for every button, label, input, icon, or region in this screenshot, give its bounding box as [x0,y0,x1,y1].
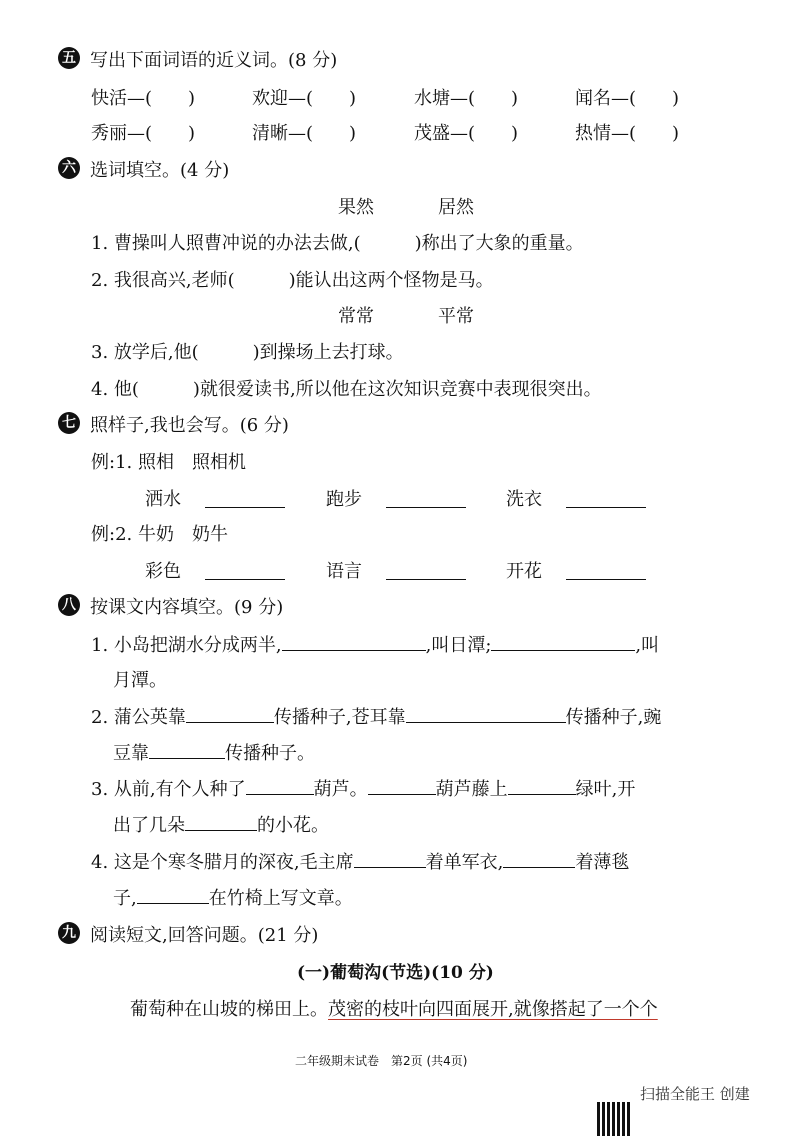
fill-line [113,739,315,765]
text-segment: 在竹椅上写文章。 [208,888,353,909]
section-9-number: 九 [58,922,80,944]
word-item: 语言 [326,561,362,582]
synonym-item: 清晰—( ) [252,123,357,144]
word-item: 洒水 [145,489,181,510]
section-6-number: 六 [58,157,80,179]
answer-blank[interactable] [566,493,646,508]
section-6-title: 选词填空。(4 分) [90,160,230,181]
answer-blank[interactable] [186,708,274,723]
answer-blank[interactable] [354,853,426,868]
passage-text [130,995,658,1021]
word-choice: 居然 [438,197,474,218]
fill-question-4: 4. 他( )就很爱读书,所以他在这次知识竞赛中表现很突出。 [91,379,602,400]
word-choice: 果然 [338,197,374,218]
answer-blank[interactable] [386,493,466,508]
text-segment: 子, [113,888,137,909]
synonym-item: 闻名—( ) [575,88,680,109]
word-choice: 平常 [438,306,474,327]
section-7-title: 照样子,我也会写。(6 分) [90,415,289,436]
answer-blank[interactable] [406,708,566,723]
page-footer: 二年级期末试卷 第2页 (共4页) [295,1054,468,1068]
word-choice: 常常 [338,306,374,327]
text-segment: 传播种子,豌 [565,707,662,728]
text-segment: 着薄毯 [575,852,630,873]
fill-line [91,775,635,801]
text-segment: 绿叶,开 [575,779,636,800]
text-segment: ,叫 [635,635,660,656]
fill-line [113,884,353,910]
answer-blank[interactable] [137,889,209,904]
synonym-item: 快活—( ) [91,88,196,109]
fill-line [91,631,659,657]
answer-blank[interactable] [491,636,635,651]
text-segment: ,叫日潭; [425,635,492,656]
answer-blank[interactable] [246,780,314,795]
qr-code-icon [597,1102,631,1136]
text-segment: 4. 这是个寒冬腊月的深夜,毛主席 [91,852,354,873]
example-1: 例:1. 照相 照相机 [91,452,246,473]
passage-sentence: 葡萄种在山坡的梯田上。 [130,999,328,1020]
synonym-item: 茂盛—( ) [414,123,519,144]
text-segment: 豆靠 [113,743,149,764]
word-item: 洗衣 [506,489,542,510]
text-segment: 着单军衣, [425,852,504,873]
passage-underlined-sentence: 茂密的枝叶向四面展开,就像搭起了一个个 [328,999,658,1020]
word-item: 彩色 [145,561,181,582]
synonym-item: 水塘—( ) [414,88,519,109]
text-segment: 1. 小岛把湖水分成两半, [91,635,282,656]
text-segment: 出了几朵 [113,815,185,836]
answer-blank[interactable] [508,780,576,795]
section-7-number: 七 [58,412,80,434]
section-8-number: 八 [58,594,80,616]
text-segment: 葫芦藤上 [435,779,508,800]
text-segment: 2. 蒲公英靠 [91,707,186,728]
fill-question-2: 2. 我很高兴,老师( )能认出这两个怪物是马。 [91,270,494,291]
fill-line: 月潭。 [113,670,167,691]
synonym-item: 热情—( ) [575,123,680,144]
word-item: 跑步 [326,489,362,510]
passage-title: (一)葡萄沟(节选)(10 分) [297,963,494,983]
section-9-title: 阅读短文,回答问题。(21 分) [90,925,319,946]
synonym-item: 欢迎—( ) [252,88,357,109]
scanner-watermark: 扫描全能王 创建 [640,1085,750,1103]
fill-question-3: 3. 放学后,他( )到操场上去打球。 [91,342,404,363]
fill-line [91,848,629,874]
synonym-item: 秀丽—( ) [91,123,196,144]
section-5-title: 写出下面词语的近义词。(8 分) [90,50,338,71]
word-item: 开花 [506,561,542,582]
answer-blank[interactable] [386,565,466,580]
fill-line [113,811,329,837]
answer-blank[interactable] [149,744,225,759]
section-5-number: 五 [58,47,80,69]
section-8-title: 按课文内容填空。(9 分) [90,597,284,618]
text-segment: 葫芦。 [313,779,368,800]
answer-blank[interactable] [566,565,646,580]
fill-question-1: 1. 曹操叫人照曹冲说的办法去做,( )称出了大象的重量。 [91,233,584,254]
answer-blank[interactable] [282,636,426,651]
answer-blank[interactable] [205,493,285,508]
fill-line [91,703,661,729]
text-segment: 的小花。 [257,815,329,836]
answer-blank[interactable] [503,853,575,868]
answer-blank[interactable] [205,565,285,580]
answer-blank[interactable] [368,780,436,795]
answer-blank[interactable] [185,816,257,831]
text-segment: 3. 从前,有个人种了 [91,779,246,800]
text-segment: 传播种子,苍耳靠 [273,707,406,728]
text-segment: 传播种子。 [225,743,315,764]
example-2: 例:2. 牛奶 奶牛 [91,524,228,545]
